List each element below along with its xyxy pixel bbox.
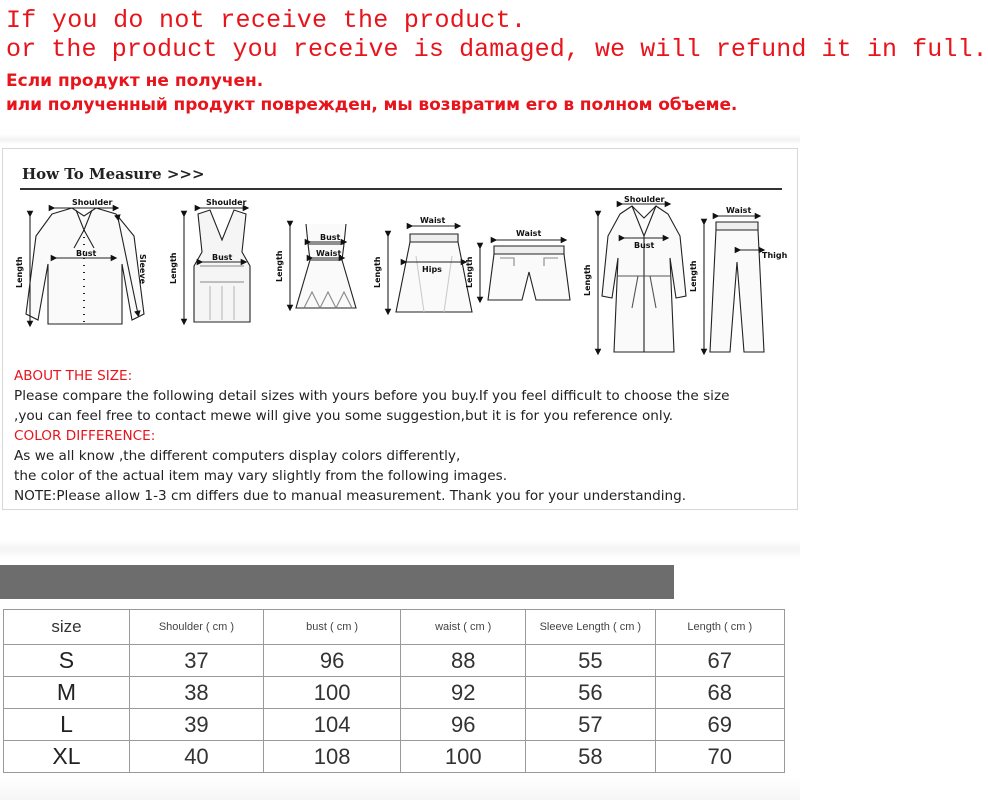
bust-cell: 104 (263, 709, 400, 741)
color-difference-heading: COLOR DIFFERENCE: (14, 428, 156, 444)
length-cell: 69 (655, 709, 784, 741)
sundress-waist-label: Waist (316, 249, 342, 258)
notice-ru-line-1: Если продукт не получен. (6, 71, 264, 91)
header-bust: bust ( cm ) (263, 610, 400, 645)
notice-ru-line-2: или полученный продукт поврежден, мы возвратим его в полном объеме. (6, 95, 738, 115)
vest-shoulder-label: Shoulder (206, 198, 247, 207)
size-table-header-row (4, 610, 785, 645)
notice-en-line-1: If you do not receive the product. (6, 6, 527, 35)
about-size-heading: ABOUT THE SIZE: (14, 368, 133, 384)
size-cell: M (4, 677, 130, 709)
bust-cell: 96 (263, 645, 400, 677)
section-separator (0, 134, 800, 144)
length-cell: 70 (655, 741, 784, 773)
waist-cell: 96 (401, 709, 526, 741)
size-cell: S (4, 645, 130, 677)
size-cell: L (4, 709, 130, 741)
section-separator-2 (0, 540, 800, 558)
measurement-note: NOTE:Please allow 1-3 cm differs due to manual measurement. Thank you for your understanding. (14, 488, 687, 504)
bottom-shade (0, 776, 800, 800)
trousers-illustration (689, 206, 788, 352)
shorts-length-label: Length (465, 256, 474, 288)
header-shoulder: Shoulder ( cm ) (129, 610, 263, 645)
sleeve-cell: 57 (526, 709, 655, 741)
trousers-length-label: Length (689, 260, 698, 292)
notice-en-line-2: or the product you receive is damaged, we will refund it in full. (6, 35, 988, 64)
coat-length-label: Length (583, 264, 592, 296)
table-row (4, 709, 785, 741)
trousers-thigh-label: Thigh (762, 251, 788, 260)
shoulder-cell: 38 (129, 677, 263, 709)
table-header-band (0, 565, 674, 599)
skirt-waist-label: Waist (420, 216, 446, 225)
bust-cell: 108 (263, 741, 400, 773)
header-waist: waist ( cm ) (401, 610, 526, 645)
vest-illustration (169, 198, 250, 322)
trousers-waist-label: Waist (726, 206, 752, 215)
sundress-illustration (275, 224, 356, 308)
refund-notice (6, 6, 988, 117)
size-info-text (14, 366, 798, 506)
shoulder-cell: 39 (129, 709, 263, 741)
sleeve-cell: 56 (526, 677, 655, 709)
skirt-illustration (373, 216, 472, 312)
about-size-line-2: ,you can feel free to contact mewe will give you some suggestion,but it is for you reference only. (14, 408, 674, 424)
sundress-bust-label: Bust (320, 233, 341, 242)
size-cell: XL (4, 741, 130, 773)
coat-bust-label: Bust (634, 241, 655, 250)
measurement-illustrations (14, 195, 788, 360)
title-divider (20, 188, 782, 190)
length-cell: 67 (655, 645, 784, 677)
table-row (4, 645, 785, 677)
waist-cell: 92 (401, 677, 526, 709)
blouse-bust-label: Bust (76, 249, 97, 258)
header-length: Length ( cm ) (655, 610, 784, 645)
about-size-line-1: Please compare the following detail sizes with yours before you buy.If you feel difficult to choose the size (14, 388, 730, 404)
skirt-length-label: Length (373, 256, 382, 288)
sundress-length-label: Length (275, 250, 284, 282)
skirt-hips-label: Hips (422, 265, 442, 274)
color-difference-line-2: the color of the actual item may vary slightly from the following images. (14, 468, 508, 484)
shoulder-cell: 37 (129, 645, 263, 677)
coat-illustration (583, 195, 686, 352)
blouse-length-label: Length (15, 256, 24, 288)
waist-cell: 88 (401, 645, 526, 677)
table-row (4, 677, 785, 709)
shorts-waist-label: Waist (516, 229, 542, 238)
bust-cell: 100 (263, 677, 400, 709)
sleeve-cell: 55 (526, 645, 655, 677)
header-sleeve-length: Sleeve Length ( cm ) (526, 610, 655, 645)
blouse-illustration (15, 198, 147, 324)
waist-cell: 100 (401, 741, 526, 773)
color-difference-line-1: As we all know ,the different computers display colors differently, (14, 448, 461, 464)
size-chart-table (3, 609, 785, 773)
shoulder-cell: 40 (129, 741, 263, 773)
blouse-sleeve-label: Sleeve (138, 254, 147, 284)
shorts-illustration (465, 229, 570, 300)
blouse-shoulder-label: Shoulder (72, 198, 113, 207)
vest-length-label: Length (169, 252, 178, 284)
sleeve-cell: 58 (526, 741, 655, 773)
length-cell: 68 (655, 677, 784, 709)
header-size: size (4, 610, 130, 645)
coat-shoulder-label: Shoulder (624, 195, 665, 204)
table-row (4, 741, 785, 773)
how-to-measure-title: How To Measure >>> (22, 165, 205, 183)
vest-bust-label: Bust (212, 253, 233, 262)
